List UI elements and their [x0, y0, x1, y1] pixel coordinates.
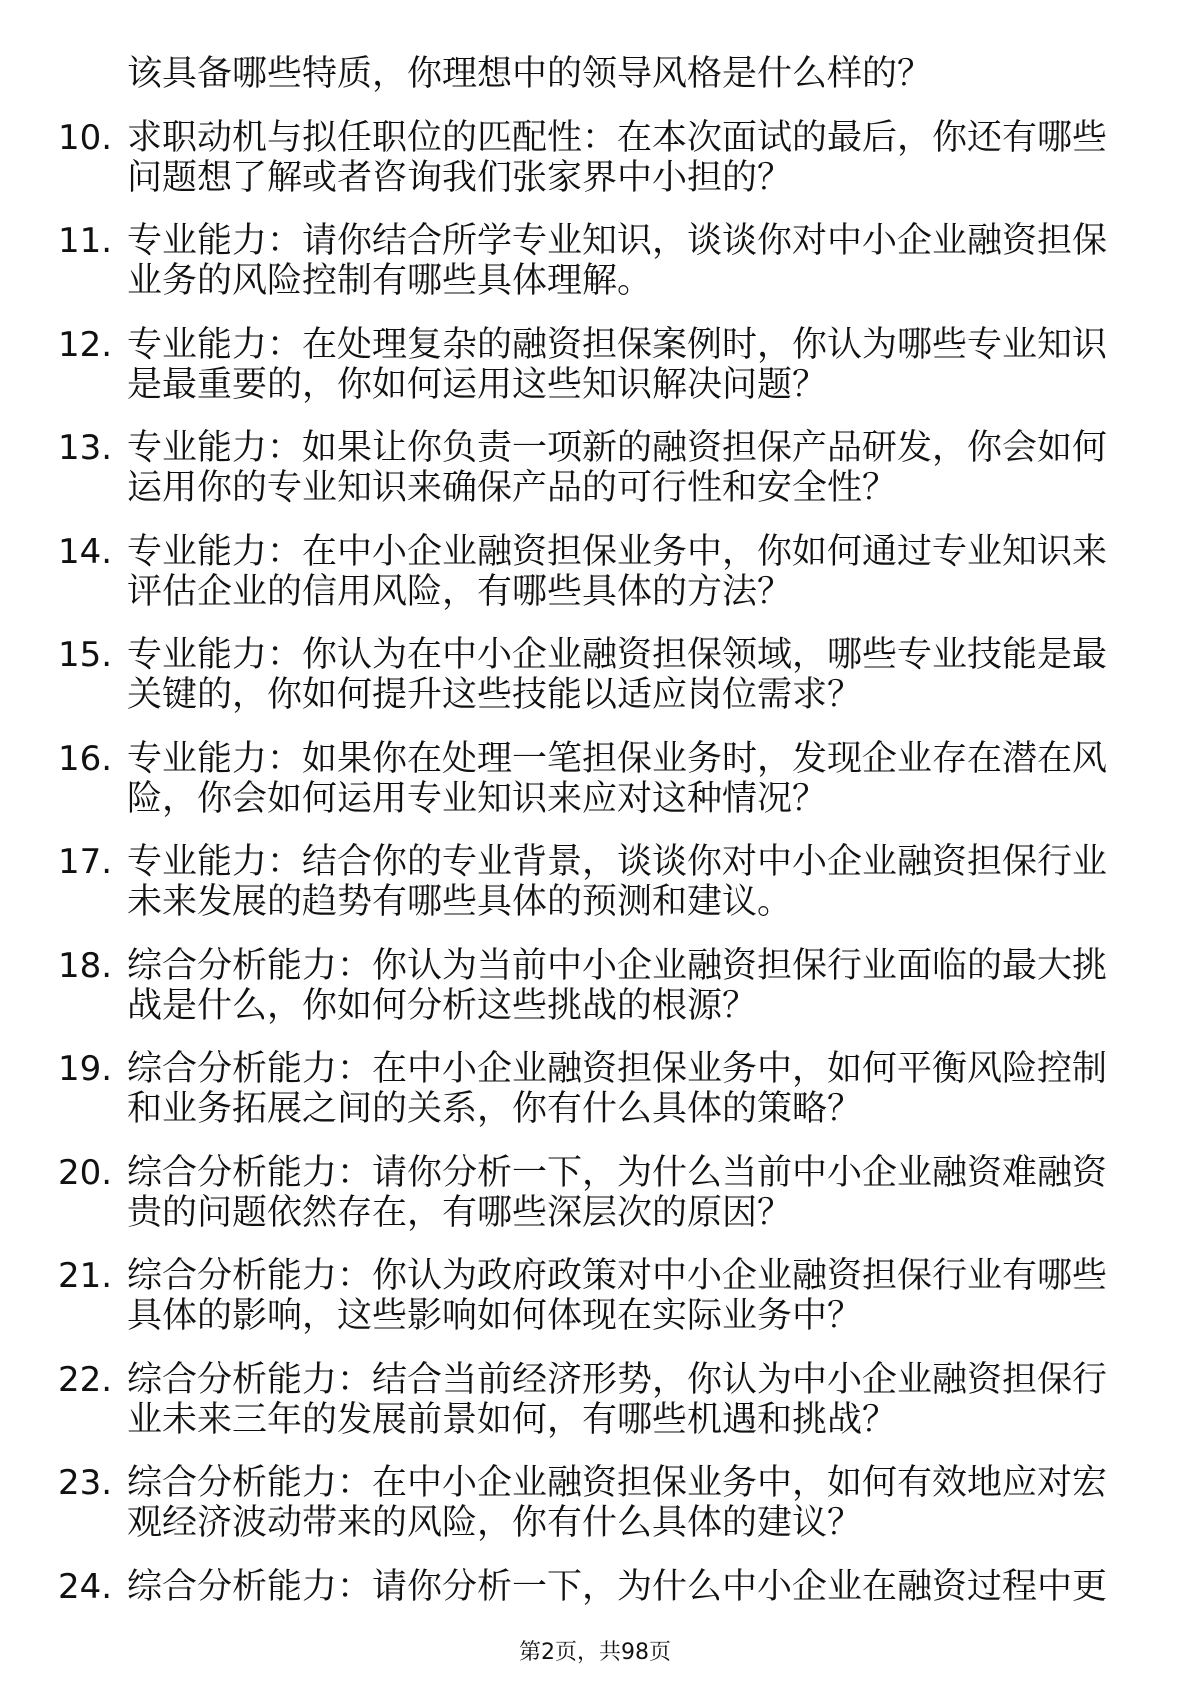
- question-text: [127, 1567, 1107, 1607]
- question-line: 是最重要的，你如何运用这些知识解决问题？: [127, 364, 828, 405]
- question-item: [0, 532, 1190, 612]
- question-line: 综合分析能力：结合当前经济形势，你认为中小企业融资担保行: [127, 1359, 1107, 1400]
- question-text: [127, 1049, 1107, 1129]
- question-number: 11.: [58, 221, 113, 261]
- question-item: [0, 118, 1190, 198]
- question-line: 综合分析能力：在中小企业融资担保业务中，如何平衡风险控制: [127, 1049, 1107, 1089]
- question-item: [0, 739, 1190, 819]
- question-text: [127, 428, 1107, 508]
- question-item: [0, 842, 1190, 922]
- question-text: [127, 532, 1107, 612]
- question-text: [127, 221, 1107, 301]
- question-number: 19.: [58, 1049, 113, 1089]
- continued-question-line: 该具备哪些特质，你理想中的领导风格是什么样的？: [127, 54, 933, 94]
- question-line: 综合分析能力：你认为当前中小企业融资担保行业面临的最大挑: [127, 945, 1107, 986]
- question-line: 专业能力：请你结合所学专业知识，谈谈你对中小企业融资担保: [127, 221, 1107, 261]
- question-line: 运用你的专业知识来确保产品的可行性和安全性？: [127, 468, 898, 508]
- question-item: [0, 221, 1190, 301]
- question-number: 15.: [58, 635, 113, 675]
- question-text: [127, 635, 1107, 715]
- question-text: [127, 946, 1107, 1026]
- question-text: [127, 739, 1107, 819]
- question-line: 观经济波动带来的风险，你有什么具体的建议？: [127, 1503, 863, 1543]
- question-line: 未来发展的趋势有哪些具体的预测和建议。: [127, 882, 793, 922]
- question-line: 专业能力：在中小企业融资担保业务中，你如何通过专业知识来: [127, 531, 1107, 572]
- question-line: 贵的问题依然存在，有哪些深层次的原因？: [127, 1192, 793, 1233]
- question-number: 14.: [58, 531, 113, 572]
- question-number: 23.: [58, 1463, 113, 1503]
- question-line: 具体的影响，这些影响如何体现在实际业务中？: [127, 1296, 863, 1336]
- question-item: [0, 635, 1190, 715]
- question-item: [0, 1463, 1190, 1543]
- question-line: 专业能力：你认为在中小企业融资担保领域，哪些专业技能是最: [127, 635, 1107, 675]
- question-line: 和业务拓展之间的关系，你有什么具体的策略？: [127, 1089, 863, 1129]
- question-line: 关键的，你如何提升这些技能以适应岗位需求？: [127, 675, 863, 715]
- question-line: 业务的风险控制有哪些具体理解。: [127, 261, 653, 301]
- question-number: 21.: [58, 1256, 113, 1296]
- question-text: [127, 842, 1107, 922]
- question-text: [127, 325, 1107, 405]
- question-number: 17.: [58, 842, 113, 882]
- question-item: [0, 325, 1190, 405]
- question-number: 24.: [58, 1566, 113, 1607]
- question-item: [0, 428, 1190, 508]
- question-number: 22.: [58, 1359, 113, 1400]
- question-item: [0, 1153, 1190, 1233]
- question-line: 综合分析能力：请你分析一下，为什么中小企业在融资过程中更: [127, 1566, 1107, 1607]
- question-text: [127, 1360, 1107, 1440]
- question-number: 18.: [58, 945, 113, 986]
- question-number: 12.: [58, 324, 113, 365]
- question-item: [0, 1049, 1190, 1129]
- question-text: [127, 118, 1107, 198]
- question-line: 业未来三年的发展前景如何，有哪些机遇和挑战？: [127, 1399, 898, 1440]
- question-line: 专业能力：如果让你负责一项新的融资担保产品研发，你会如何: [127, 428, 1107, 468]
- question-line: 专业能力：如果你在处理一笔担保业务时，发现企业存在潜在风: [127, 738, 1107, 779]
- question-number: 13.: [58, 428, 113, 468]
- question-line: 综合分析能力：在中小企业融资担保业务中，如何有效地应对宏: [127, 1463, 1107, 1503]
- question-line: 综合分析能力：你认为政府政策对中小企业融资担保行业有哪些: [127, 1256, 1107, 1296]
- question-number: 10.: [58, 117, 113, 158]
- question-item: [0, 1360, 1190, 1440]
- question-line: 险，你会如何运用专业知识来应对这种情况？: [127, 778, 828, 819]
- question-text: [127, 1153, 1107, 1233]
- question-line: 专业能力：结合你的专业背景，谈谈你对中小企业融资担保行业: [127, 842, 1107, 882]
- question-line: 综合分析能力：请你分析一下，为什么当前中小企业融资难融资: [127, 1152, 1107, 1193]
- page-footer: 第2页，共98页: [519, 1640, 671, 1665]
- question-number: 16.: [58, 738, 113, 779]
- question-text: [127, 1463, 1107, 1543]
- question-item: [0, 946, 1190, 1026]
- question-item: [0, 1256, 1190, 1336]
- question-line: 求职动机与拟任职位的匹配性：在本次面试的最后，你还有哪些: [127, 117, 1107, 158]
- question-list: [0, 54, 1190, 1607]
- question-line: 评估企业的信用风险，有哪些具体的方法？: [127, 571, 793, 612]
- question-item: [0, 1567, 1190, 1607]
- question-line: 问题想了解或者咨询我们张家界中小担的？: [127, 157, 793, 198]
- question-number: 20.: [58, 1152, 113, 1193]
- question-text: [127, 1256, 1107, 1336]
- question-line: 专业能力：在处理复杂的融资担保案例时，你认为哪些专业知识: [127, 324, 1107, 365]
- question-line: 战是什么，你如何分析这些挑战的根源？: [127, 985, 758, 1026]
